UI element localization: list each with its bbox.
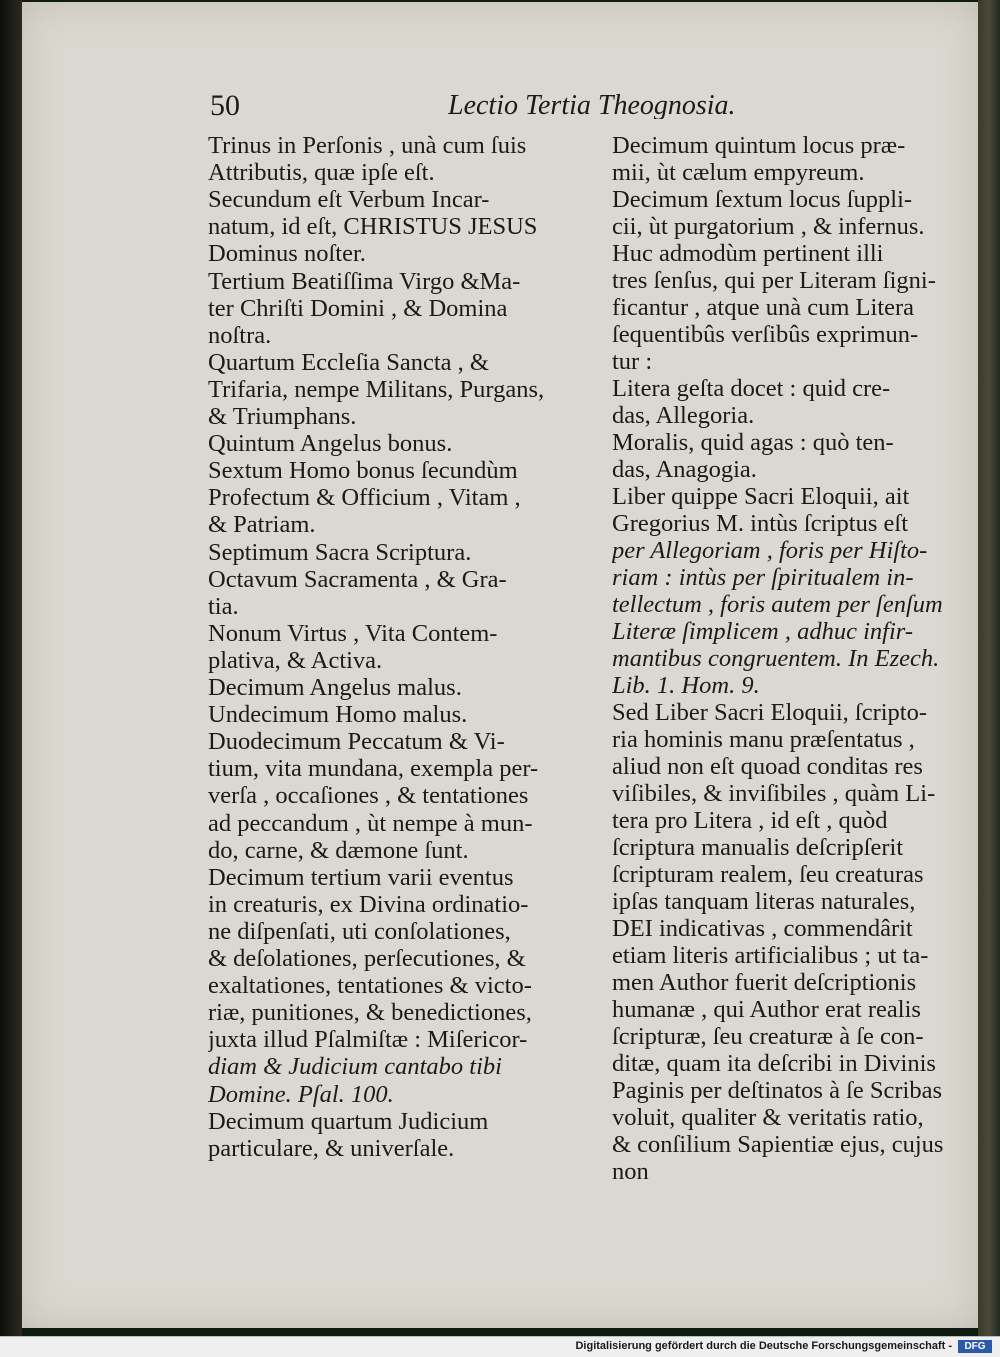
- left-column-line: particulare, & univerſale.: [208, 1134, 455, 1162]
- footer-credit: Digitalisierung gefördert durch die Deutsche Forschungsgemeinschaft -: [575, 1340, 952, 1352]
- right-column-line: tur :: [612, 348, 653, 375]
- right-column-line: riam : intùs per ſpiritualem in-: [612, 564, 914, 591]
- left-column-line: do, carne, & dæmone ſunt.: [208, 836, 469, 864]
- right-column-line: Lib. 1. Hom. 9.: [612, 672, 760, 699]
- right-column-line: viſibiles, & inviſibiles , quàm Li-: [612, 780, 936, 807]
- right-column-line: ſcripturæ, ſeu creaturæ à ſe con-: [612, 1023, 924, 1050]
- right-column-line: das, Allegoria.: [612, 402, 755, 429]
- right-column-line: mii, ùt cælum empyreum.: [612, 159, 865, 186]
- left-column-line: Secundum eſt Verbum Incar-: [208, 186, 490, 214]
- right-column-line: Decimum ſextum locus ſuppli-: [612, 186, 913, 213]
- right-column-line: per Allegoriam , foris per Hiſto-: [612, 537, 928, 564]
- right-column-line: ipſas tanquam literas naturales,: [612, 888, 916, 915]
- right-column-line: Moralis, quid agas : quò ten-: [612, 429, 894, 456]
- left-column-line: Undecimum Homo malus.: [208, 701, 468, 729]
- right-column-line: men Author fuerit deſcriptionis: [612, 969, 917, 996]
- right-column-line: das, Anagogia.: [612, 456, 757, 483]
- left-column-line: Attributis, quæ ipſe eſt.: [208, 159, 435, 187]
- left-column-line: Trinus in Perſonis , unà cum ſuis: [208, 132, 527, 159]
- right-column-line: Paginis per deſtinatos à ſe Scribas: [612, 1077, 942, 1104]
- right-column-line: ficantur , atque unà cum Litera: [612, 294, 915, 321]
- right-column-line: etiam literis artificialibus ; ut ta-: [612, 942, 929, 969]
- left-column-line: Profectum & Officium , Vitam ,: [208, 484, 521, 512]
- right-column-line: Gregorius M. intùs ſcriptus eſt: [612, 510, 909, 537]
- left-column-line: in creaturis, ex Divina ordinatio-: [208, 890, 529, 918]
- left-column-line: & Patriam.: [208, 511, 316, 539]
- left-column-line: & deſolationes, perſecutiones, &: [208, 945, 526, 972]
- left-column-line: tia.: [208, 592, 239, 620]
- left-column-line: juxta illud Pſalmiſtæ : Miſericor-: [208, 1026, 528, 1054]
- left-column-line: Duodecimum Peccatum & Vi-: [208, 728, 505, 756]
- right-column-line: ſcriptura manualis deſcripſerit: [612, 834, 904, 861]
- running-title: Lectio Tertia Theognosia.: [448, 92, 736, 119]
- right-column-line: ditæ, quam ita deſcribi in Divinis: [612, 1050, 936, 1077]
- left-column-line: & Triumphans.: [208, 403, 357, 430]
- left-column-line: ne diſpenſati, uti conſolationes,: [208, 917, 511, 945]
- page-edge-right: [978, 0, 1000, 1336]
- right-column-line: non: [612, 1158, 649, 1185]
- right-column-line: Huc admodùm pertinent illi: [612, 240, 884, 267]
- right-column-line: ſcripturam realem, ſeu creaturas: [612, 861, 924, 888]
- left-column-line: verſa , occaſiones , & tentationes: [208, 782, 529, 810]
- left-column-line: riæ, punitiones, & benedictiones,: [208, 999, 532, 1027]
- left-column-line: Dominus noſter.: [208, 240, 366, 268]
- right-column-line: aliud non eſt quoad conditas res: [612, 753, 923, 780]
- left-column-line: Decimum Angelus malus.: [208, 674, 462, 701]
- right-column-line: Decimum quintum locus præ-: [612, 132, 906, 159]
- page-edge-left: [0, 0, 22, 1336]
- page-number: 50: [210, 92, 240, 119]
- left-column-line: noſtra.: [208, 321, 272, 349]
- right-column-line: DEI indicativas , commendârit: [612, 915, 913, 942]
- right-column-line: Literæ ſimplicem , adhuc infir-: [612, 618, 913, 645]
- left-column-line: Quartum Eccleſia Sancta , &: [208, 348, 489, 376]
- left-column-line: Domine. Pſal. 100.: [208, 1080, 394, 1108]
- left-column-line: Quintum Angelus bonus.: [208, 430, 453, 458]
- right-column-line: Sed Liber Sacri Eloquii, ſcripto-: [612, 699, 928, 726]
- left-column-line: natum, id eſt, CHRISTUS JESUS: [208, 213, 538, 241]
- left-column-line: Sextum Homo bonus ſecundùm: [208, 457, 518, 485]
- dfg-logo: DFG: [958, 1340, 992, 1353]
- right-column-line: tera pro Litera , id eſt , quòd: [612, 807, 888, 834]
- right-column-line: & conſilium Sapientiæ ejus, cujus: [612, 1131, 944, 1158]
- footer-bar: [0, 1336, 1000, 1357]
- left-column-line: diam & Judicium cantabo tibi: [208, 1053, 502, 1081]
- right-column-line: voluit, qualiter & veritatis ratio,: [612, 1104, 924, 1131]
- right-column-line: ſequentibûs verſibûs exprimun-: [612, 321, 919, 348]
- left-column-line: ad peccandum , ùt nempe à mun-: [208, 809, 533, 837]
- book-page: [22, 2, 978, 1328]
- left-column-line: Nonum Virtus , Vita Contem-: [208, 619, 498, 647]
- left-column-line: Decimum tertium varii eventus: [208, 863, 514, 891]
- right-column-line: tellectum , foris autem per ſenſum: [612, 591, 943, 618]
- right-column-line: mantibus congruentem. In Ezech.: [612, 645, 940, 672]
- right-column-line: ria hominis manu præſentatus ,: [612, 726, 915, 753]
- right-column-line: Litera geſta docet : quid cre-: [612, 375, 891, 402]
- right-column-line: tres ſenſus, qui per Literam ſigni-: [612, 267, 936, 294]
- right-column-line: humanæ , qui Author erat realis: [612, 996, 921, 1023]
- left-column-line: exaltationes, tentationes & victo-: [208, 972, 532, 1000]
- left-column-line: Trifaria, nempe Militans, Purgans,: [208, 375, 545, 403]
- left-column-line: Decimum quartum Judicium: [208, 1107, 489, 1135]
- left-column-line: plativa, & Activa.: [208, 646, 383, 674]
- left-column-line: Octavum Sacramenta , & Gra-: [208, 565, 507, 593]
- left-column-line: tium, vita mundana, exempla per-: [208, 755, 539, 783]
- right-column-line: Liber quippe Sacri Eloquii, ait: [612, 483, 910, 510]
- right-column-line: cii, ùt purgatorium , & infernus.: [612, 213, 925, 240]
- left-column-line: Septimum Sacra Scriptura.: [208, 538, 472, 566]
- left-column-line: Tertium Beatiſſima Virgo &Ma-: [208, 267, 521, 295]
- left-column-line: ter Chriſti Domini , & Domina: [208, 294, 508, 322]
